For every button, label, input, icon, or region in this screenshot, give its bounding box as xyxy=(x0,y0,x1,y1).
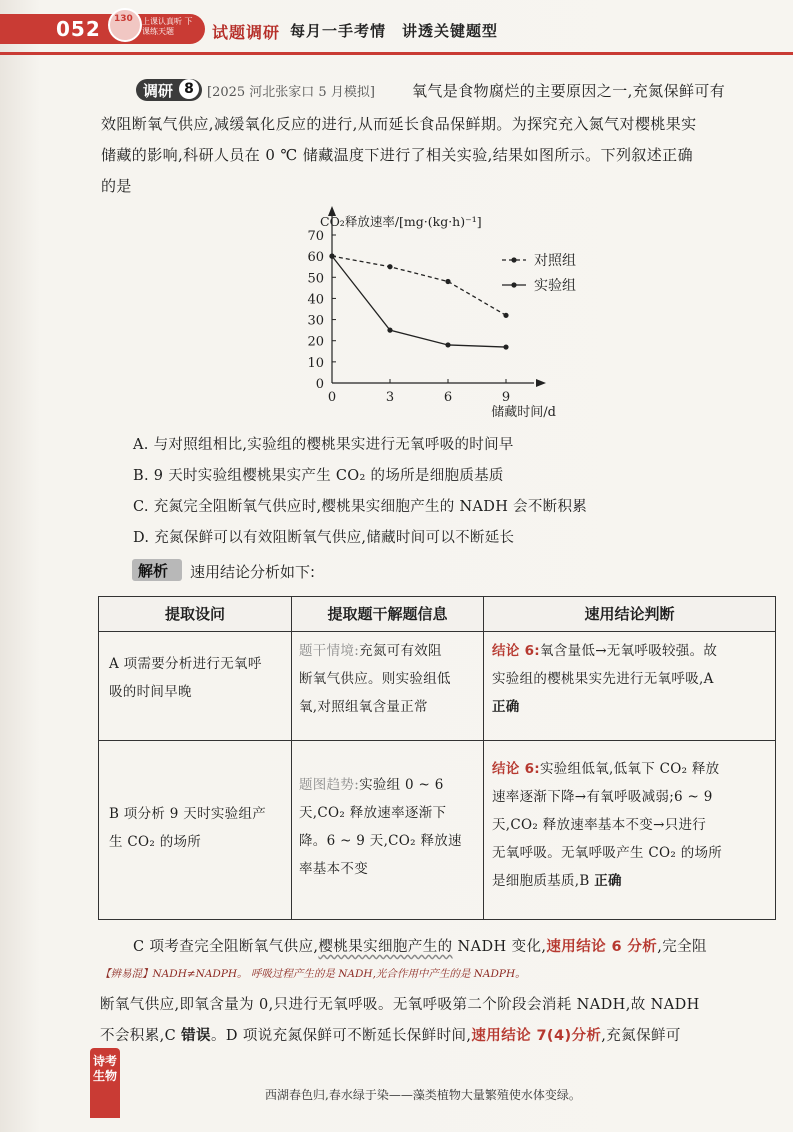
x-tick-label: 0 xyxy=(327,390,337,405)
header-subtitle: 每月一手考情 讲透关键题型 xyxy=(290,22,499,40)
cell-line: 实验组低氧,低氧下 CO₂ 释放 xyxy=(540,761,720,777)
x-axis-label: 储藏时间/d xyxy=(491,405,556,418)
series-point xyxy=(503,313,508,318)
table-row-b-verdict xyxy=(492,755,774,895)
logo-text: 130 xyxy=(114,14,133,24)
cell-line: B 项分析 9 天时实验组产 xyxy=(109,806,267,822)
legend-marker xyxy=(511,282,516,287)
y-axis-label: CO₂释放速率/[mg·(kg·h)⁻¹] xyxy=(320,214,482,229)
text-run: C 项考查完全阻断氧气供应, xyxy=(133,939,319,955)
text-run: 不会积累,C xyxy=(100,1028,182,1044)
analysis-table xyxy=(98,596,776,920)
footer-caption: 西湖春色归,春水绿于染——藻类植物大量繁殖使水体变绿。 xyxy=(265,1088,581,1102)
text-run: 速用结论 7(4)分析 xyxy=(471,1028,602,1044)
table-header-verdict: 速用结论判断 xyxy=(484,597,775,632)
verdict-key: 结论 6: xyxy=(492,643,540,659)
side-tab: 诗考生物 xyxy=(90,1048,120,1118)
table-divider xyxy=(483,597,484,919)
option-d: D. 充氮保鲜可以有效阻断氧气供应,储藏时间可以不断延长 xyxy=(133,530,515,546)
cell-line: A 项需要分析进行无氧呼 xyxy=(109,656,262,672)
y-tick-label: 60 xyxy=(307,250,324,266)
page-number: 052 xyxy=(56,17,101,41)
question-line-3: 储藏的影响,科研人员在 0 ℃ 储藏温度下进行了相关实验,结果如图所示。下列叙述正确 xyxy=(101,146,693,164)
cell-line: 是细胞质基质,B xyxy=(492,873,590,889)
y-tick-label: 50 xyxy=(307,271,324,287)
x-tick-label: 3 xyxy=(385,390,395,405)
info-key: 题图趋势: xyxy=(299,777,360,793)
table-divider xyxy=(99,740,775,741)
analysis-intro: 速用结论分析如下: xyxy=(190,563,316,581)
series-line-2 xyxy=(332,256,506,347)
text-run: 速用结论 6 分析 xyxy=(546,939,658,955)
series-point xyxy=(387,264,392,269)
table-row-a-verdict xyxy=(492,637,774,721)
cell-line: 氧,对照组氧含量正常 xyxy=(299,699,428,715)
question-line-4: 的是 xyxy=(101,177,132,195)
series-line-1 xyxy=(332,256,506,315)
text-run: ,充氮保鲜可 xyxy=(601,1028,681,1044)
analysis-paragraph-3 xyxy=(100,1024,681,1045)
x-tick-label: 9 xyxy=(501,390,511,405)
header-motto: 上课认真听 下课练天题 xyxy=(142,17,193,36)
question-source: [2025 河北张家口 5 月模拟] xyxy=(207,85,375,100)
text-run: 。D 项说充氮保鲜可不断延长保鲜时间, xyxy=(210,1028,472,1044)
table-header-question: 提取设问 xyxy=(99,597,291,632)
text-run: 错误 xyxy=(181,1028,211,1044)
option-a: A. 与对照组相比,实验组的樱桃果实进行无氧呼吸的时间早 xyxy=(133,437,514,453)
cell-line: 天,CO₂ 释放速率基本不变→只进行 xyxy=(492,817,707,833)
series-point xyxy=(329,254,334,259)
y-tick-label: 10 xyxy=(307,355,324,371)
cell-line: 率基本不变 xyxy=(299,861,368,877)
cell-line: 断氧气供应。则实验组低 xyxy=(299,671,451,687)
cell-line: 降。6 ~ 9 天,CO₂ 释放速 xyxy=(299,833,462,849)
cell-line: 生 CO₂ 的场所 xyxy=(109,834,202,850)
y-tick-label: 0 xyxy=(315,377,324,392)
y-tick-label: 30 xyxy=(307,313,324,329)
question-badge-label: 调研 xyxy=(143,82,174,100)
legend-label: 实验组 xyxy=(534,278,576,294)
cell-line: 吸的时间早晚 xyxy=(109,684,192,700)
x-axis-arrow-icon xyxy=(536,379,546,387)
cell-line: 天,CO₂ 释放速率逐渐下 xyxy=(299,805,447,821)
section-title: 试题调研 xyxy=(212,23,281,42)
table-row-a-question xyxy=(109,650,285,706)
analysis-paragraph-2: 断氧气供应,即氧含量为 0,只进行无氧呼吸。无氧呼吸第二个阶段会消耗 NADH,故 NADH xyxy=(100,997,700,1013)
question-line-1: 氧气是食物腐烂的主要原因之一,充氮保鲜可有 xyxy=(412,82,726,100)
y-tick-label: 20 xyxy=(307,334,324,350)
cell-line: 氧含量低→无氧呼吸较强。故 xyxy=(540,643,718,659)
table-divider xyxy=(291,597,292,919)
verdict-key: 结论 6: xyxy=(492,761,540,777)
option-b: B. 9 天时实验组樱桃果实产生 CO₂ 的场所是细胞质基质 xyxy=(133,468,504,484)
y-tick-label: 40 xyxy=(307,292,324,308)
text-run: NADH 变化, xyxy=(452,939,547,955)
cell-line: 无氧呼吸。无氧呼吸产生 CO₂ 的场所 xyxy=(492,845,723,861)
legend-label: 对照组 xyxy=(534,253,576,269)
y-tick-label: 70 xyxy=(307,229,324,244)
text-run: 樱桃果实细胞产生的 xyxy=(318,939,453,955)
question-number: 8 xyxy=(179,79,199,99)
option-c: C. 充氮完全阻断氧气供应时,樱桃果实细胞产生的 NADH 会不断积累 xyxy=(133,499,588,515)
co2-release-chart xyxy=(270,200,600,418)
series-point xyxy=(503,344,508,349)
verdict-result: 正确 xyxy=(594,873,622,889)
table-row-b-info xyxy=(299,771,481,883)
info-key: 题干情境: xyxy=(299,643,360,659)
series-point xyxy=(445,279,450,284)
series-point xyxy=(445,342,450,347)
header-divider xyxy=(0,52,793,55)
cell-line: 实验组的樱桃果实先进行无氧呼吸,A xyxy=(492,671,714,687)
table-header-info: 提取题干解题信息 xyxy=(292,597,483,632)
handwritten-note: 【辨易混】NADH≠NADPH。 呼吸过程产生的是 NADH,光合作用中产生的是 NADPH。 xyxy=(100,968,526,980)
table-row-b-question xyxy=(109,800,285,856)
series-point xyxy=(387,328,392,333)
verdict-result: 正确 xyxy=(492,699,520,715)
question-line-2: 效阻断氧气供应,减缓氧化反应的进行,从而延长食品保鲜期。为探究充入氮气对樱桃果实 xyxy=(101,115,697,133)
legend-marker xyxy=(511,257,516,262)
x-tick-label: 6 xyxy=(443,390,453,405)
text-run: ,完全阻 xyxy=(657,939,707,955)
cell-line: 充氮可有效阻 xyxy=(359,643,442,659)
cell-line: 速率逐渐下降→有氧呼吸减弱;6 ~ 9 xyxy=(492,789,713,805)
table-row-a-info xyxy=(299,637,481,721)
analysis-badge-label: 解析 xyxy=(138,562,169,580)
cell-line: 实验组 0 ~ 6 xyxy=(359,777,444,793)
analysis-paragraph-1 xyxy=(133,935,707,956)
